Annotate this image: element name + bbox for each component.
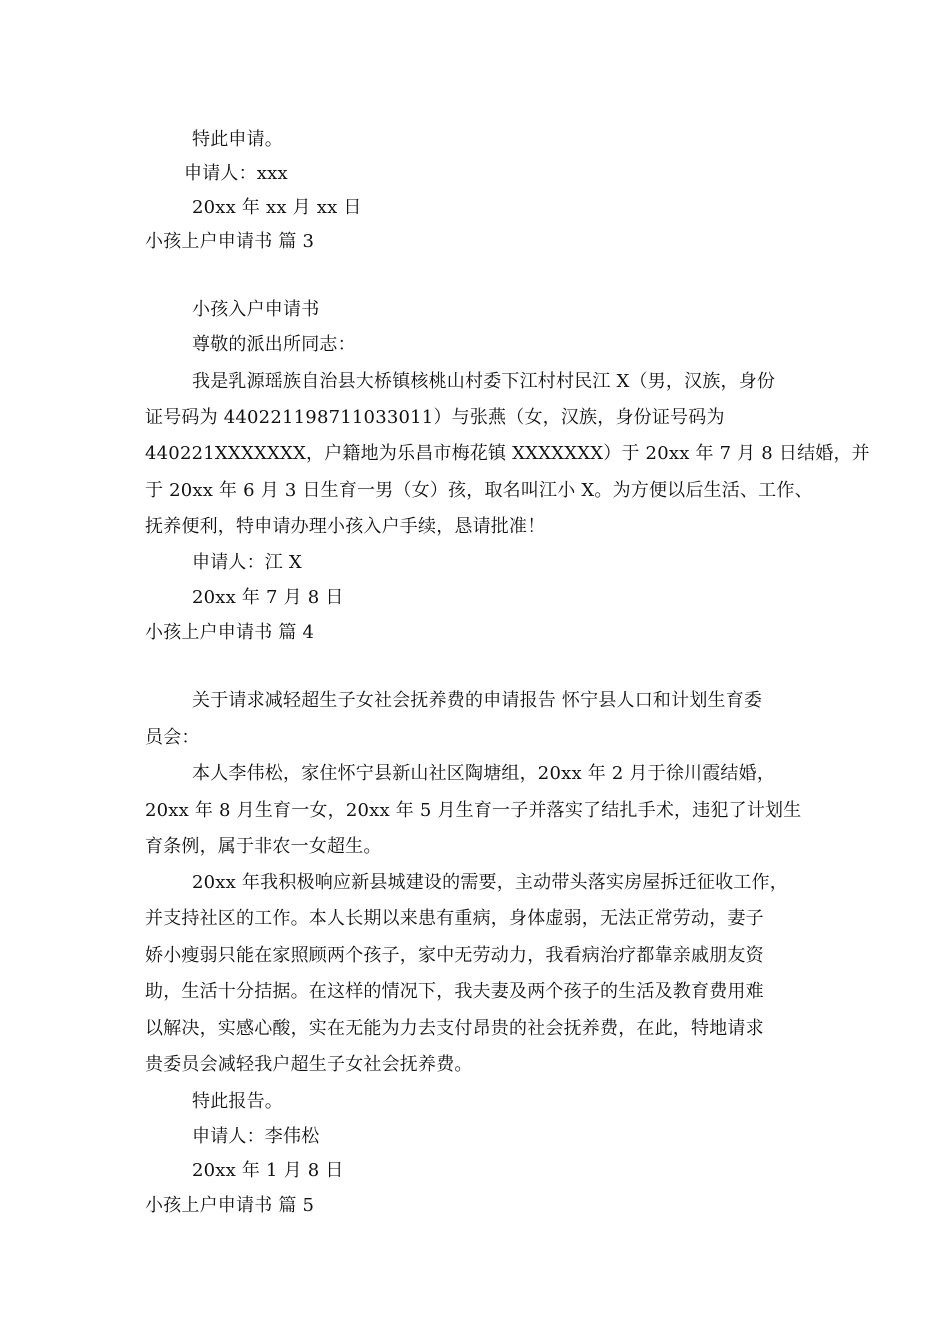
letter-title: 员会： <box>145 727 200 748</box>
date-line: 20xx 年 7 月 8 日 <box>192 587 344 608</box>
section-heading: 小孩上户申请书 篇 4 <box>145 622 315 643</box>
body-line: 抚养便利，特申请办理小孩入户手续，恳请批准！ <box>145 516 546 537</box>
body-line: 440221XXXXXXX，户籍地为乐昌市梅花镇 XXXXXXX）于 20xx 年 7 月 8 日结婚，并 <box>145 443 870 464</box>
letter-title: 关于请求减轻超生子女社会抚养费的申请报告 怀宁县人口和计划生育委 <box>192 690 763 711</box>
closing-text: 特此申请。 <box>192 129 283 150</box>
body-line: 育条例，属于非农一女超生。 <box>145 836 382 857</box>
body-line: 以解决，实感心酸，实在无能为力去支付昂贵的社会抚养费，在此，特地请求 <box>145 1018 764 1039</box>
date-line: 20xx 年 xx 月 xx 日 <box>192 197 362 218</box>
body-line: 娇小瘦弱只能在家照顾两个孩子，家中无劳动力，我看病治疗都靠亲戚朋友资 <box>145 945 764 966</box>
body-line: 本人李伟松，家住怀宁县新山社区陶塘组，20xx 年 2 月于徐川霞结婚， <box>192 763 776 784</box>
body-line: 助，生活十分拮据。在这样的情况下，我夫妻及两个孩子的生活及教育费用难 <box>145 981 764 1002</box>
body-line: 贵委员会减轻我户超生子女社会抚养费。 <box>145 1054 473 1075</box>
body-line: 我是乳源瑶族自治县大桥镇核桃山村委下江村村民江 X（男，汉族，身份 <box>192 371 776 392</box>
applicant-line: 申请人：xxx <box>184 163 288 184</box>
date-line: 20xx 年 1 月 8 日 <box>192 1160 344 1181</box>
salutation: 尊敬的派出所同志： <box>192 334 356 355</box>
applicant-line: 申请人：江 X <box>192 552 302 573</box>
closing-text: 特此报告。 <box>192 1091 283 1112</box>
applicant-line: 申请人：李伟松 <box>192 1126 320 1147</box>
body-line: 20xx 年 8 月生育一女，20xx 年 5 月生育一子并落实了结扎手术，违犯了计划生 <box>145 800 802 821</box>
body-line: 证号码为 440221198711033011）与张燕（女，汉族，身份证号码为 <box>145 407 725 428</box>
section-heading: 小孩上户申请书 篇 5 <box>145 1195 315 1216</box>
body-line: 并支持社区的工作。本人长期以来患有重病，身体虚弱，无法正常劳动，妻子 <box>145 908 764 929</box>
body-line: 于 20xx 年 6 月 3 日生育一男（女）孩，取名叫江小 X。为方便以后生活、工作、 <box>145 480 813 501</box>
letter-title: 小孩入户申请书 <box>192 299 320 320</box>
body-line: 20xx 年我积极响应新县城建设的需要，主动带头落实房屋拆迁征收工作， <box>192 872 788 893</box>
section-heading: 小孩上户申请书 篇 3 <box>145 231 315 252</box>
